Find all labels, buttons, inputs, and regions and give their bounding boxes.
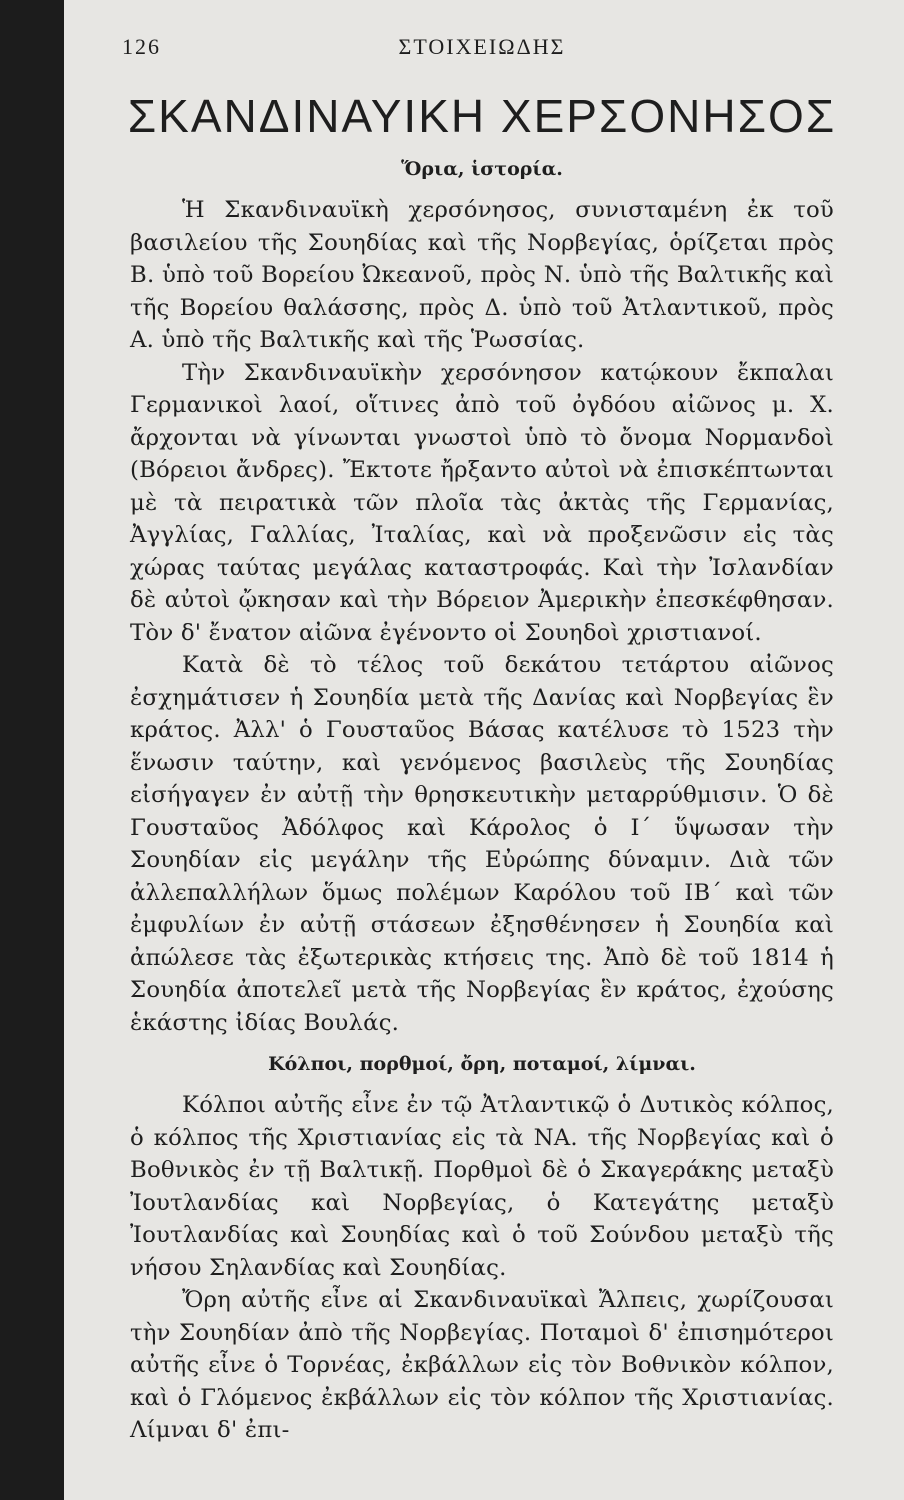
paragraph: Κατὰ δὲ τὸ τέλος τοῦ δεκάτου τετάρτου αἰῶνος ἐσχημάτισεν ἡ Σουηδία μετὰ τῆς Δανίας καὶ Νορβεγίας ἓν κράτος. Ἀλλ' ὁ Γουσταῦος Βάσας κατέλυσε τὸ 1523 τὴν ἕνωσιν ταύτην, καὶ γενόμενος βασιλεὺς τῆς Σουηδίας εἰσήγαγεν ἐν αὐτῇ τὴν θρησκευτικὴν μεταρρύθμισιν. Ὁ δὲ Γουσταῦος Ἀδόλφος καὶ Κάρολος ὁ Ι΄ ὕψωσαν τὴν Σουηδίαν εἰς μεγάλην τῆς Εὐρώπης δύναμιν. Διὰ τῶν ἀλλεπαλλήλων ὅμως πολέμων Καρόλου τοῦ ΙΒ΄ καὶ τῶν ἐμφυλίων ἐν αὐτῇ στάσεων ἐξησθένησεν ἡ Σουηδία καὶ ἀπώλεσε τὰς ἐξωτερικὰς κτήσεις της. Ἀπὸ δὲ τοῦ 1814 ἡ Σουηδία ἀποτελεῖ μετὰ τῆς Νορβεγίας ἓν κράτος, ἐχούσης ἑκάστης ἰδίας Βουλάς. [130,652,834,1036]
section-borders-history [130,152,834,1039]
paragraph: Ὄρη αὐτῆς εἶνε αἱ Σκανδιναυϊκαὶ Ἄλπεις, χωρίζουσαι τὴν Σουηδίαν ἀπὸ τῆς Νορβεγίας. Ποταμοὶ δ' ἐπισημότεροι αὐτῆς εἶνε ὁ Τορνέας, ἐκβάλλων εἰς τὸν Βοθνικὸν κόλπον, καὶ ὁ Γλόμενος ἐκβάλλων εἰς τὸν κόλπον τῆς Χριστιανίας. Λίμναι δ' ἐπι- [130,1287,834,1443]
paragraph: Ἡ Σκανδιναυϊκὴ χερσόνησος, συνισταμένη ἐκ τοῦ βασιλείου τῆς Σουηδίας καὶ τῆς Νορβεγίας, ὁρίζεται πρὸς Β. ὑπὸ τοῦ Βορείου Ὠκεανοῦ, πρὸς Ν. ὑπὸ τῆς Βαλτικῆς καὶ τῆς Βορείου θαλάσσης, πρὸς Δ. ὑπὸ τοῦ Ἀτλαντικοῦ, πρὸς Α. ὑπὸ τῆς Βαλτικῆς καὶ τῆς Ῥωσσίας. [130,197,834,353]
running-title: ΣΤΟΙΧΕΙΩΔΗΣ [398,34,566,59]
chapter-title: ΣΚΑΝΔΙΝΑΥΙΚΗ ΧΕΡΣΟΝΗΣΟΣ [127,90,837,142]
page-number: 126 [122,34,161,59]
paragraph: Τὴν Σκανδιναυϊκὴν χερσόνησον κατῴκουν ἔκπαλαι Γερμανικοὶ λαοί, οἵτινες ἀπὸ τοῦ ὀγδόου αἰῶνος μ. Χ. ἄρχονται νὰ γίνωνται γνωστοὶ ὑπὸ τὸ ὄνομα Νορμανδοὶ (Βόρειοι ἄνδρες). Ἔκτοτε ἤρξαντο αὐτοὶ νὰ ἐπισκέπτωνται μὲ τὰ πειρατικὰ τῶν πλοῖα τὰς ἀκτὰς τῆς Γερμανίας, Ἀγγλίας, Γαλλίας, Ἰταλίας, καὶ νὰ προξενῶσιν εἰς τὰς χώρας ταύτας μεγάλας καταστροφάς. Καὶ τὴν Ἰσλανδίαν δὲ αὐτοὶ ᾤκησαν καὶ τὴν Βόρειον Ἀμερικὴν ἐπεσκέφθησαν. Τὸν δ' ἔνατον αἰῶνα ἐγένοντο οἱ Σουηδοὶ χριστιανοί. [130,359,834,646]
paragraph: Κόλποι αὐτῆς εἶνε ἐν τῷ Ἀτλαντικῷ ὁ Δυτικὸς κόλπος, ὁ κόλπος τῆς Χριστιανίας εἰς τὰ ΝΑ. τῆς Νορβεγίας καὶ ὁ Βοθνικὸς ἐν τῇ Βαλτικῇ. Πορθμοὶ δὲ ὁ Σκαγεράκης μεταξὺ Ἰουτλανδίας καὶ Νορβεγίας, ὁ Κατεγάτης μεταξὺ Ἰουτλανδίας καὶ Σουηδίας καὶ ὁ τοῦ Σούνδου μεταξὺ τῆς νήσου Σηλανδίας καὶ Σουηδίας. [130,1092,834,1281]
section-geography [130,1047,834,1447]
section-heading: Κόλποι, πορθμοί, ὄρη, ποταμοί, λίμναι. [268,1053,696,1075]
section-heading: Ὅρια, ἱστορία. [401,158,563,180]
book-page [64,0,904,1500]
running-head [122,34,834,70]
